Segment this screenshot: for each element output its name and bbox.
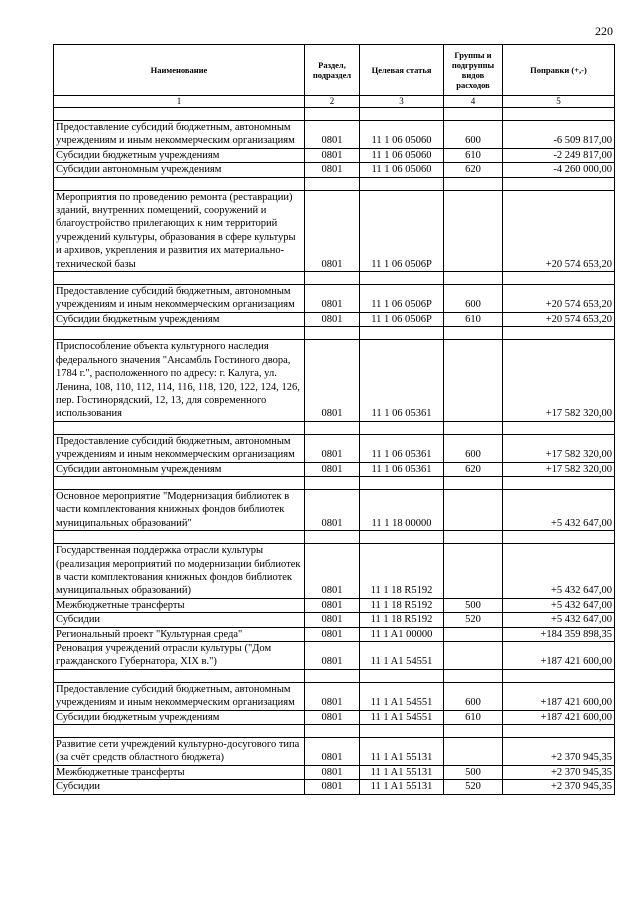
- header-group: Группы и подгруппы видов расходов: [444, 45, 503, 96]
- row-name-cell: Субсидии автономным учреждениям: [54, 462, 305, 476]
- row-section-cell: 0801: [305, 710, 360, 724]
- spacer-cell: [503, 327, 615, 340]
- row-section-cell: 0801: [305, 462, 360, 476]
- row-article-cell: 11 1 A1 00000: [360, 627, 444, 641]
- table-row: [54, 544, 615, 599]
- spacer-cell: [54, 669, 305, 682]
- table-row: [54, 710, 615, 724]
- table-row: [54, 489, 615, 530]
- spacer-row: [54, 476, 615, 489]
- row-name-cell: Приспособление объекта культурного наследия федерального значения "Ансамбль Гостиного двора, 1784 г.", расположенного по адресу: г. Калуга, ул. Ленина, 108, 110, 112, 114, 116, 118, 120, 122, 124, 126, пер. Гостинорядский, 12, 13, для современного использования: [54, 340, 305, 421]
- row-section-cell: 0801: [305, 434, 360, 462]
- spacer-row: [54, 421, 615, 434]
- spacer-cell: [503, 725, 615, 738]
- column-number-row: [54, 96, 615, 108]
- table-row: [54, 627, 615, 641]
- row-group-cell: [444, 738, 503, 766]
- spacer-cell: [503, 669, 615, 682]
- row-article-cell: 11 1 06 05361: [360, 434, 444, 462]
- header-amount: Поправки (+,-): [503, 45, 615, 96]
- row-section-cell: 0801: [305, 613, 360, 627]
- spacer-cell: [54, 327, 305, 340]
- column-number: 1: [54, 96, 305, 108]
- row-section-cell: 0801: [305, 642, 360, 670]
- table-row: [54, 312, 615, 326]
- row-name-cell: Межбюджетные трансферты: [54, 765, 305, 779]
- table-row: [54, 682, 615, 710]
- row-amount-cell: +184 359 898,35: [503, 627, 615, 641]
- spacer-row: [54, 177, 615, 190]
- row-article-cell: 11 1 A1 54551: [360, 682, 444, 710]
- row-section-cell: 0801: [305, 544, 360, 599]
- row-amount-cell: +5 432 647,00: [503, 544, 615, 599]
- row-article-cell: 11 1 18 00000: [360, 489, 444, 530]
- column-number: 3: [360, 96, 444, 108]
- row-group-cell: 520: [444, 613, 503, 627]
- row-name-cell: Субсидии автономным учреждениям: [54, 163, 305, 177]
- spacer-cell: [503, 421, 615, 434]
- row-section-cell: 0801: [305, 148, 360, 162]
- row-name-cell: Субсидии: [54, 613, 305, 627]
- spacer-cell: [305, 272, 360, 285]
- row-amount-cell: +5 432 647,00: [503, 598, 615, 612]
- spacer-cell: [444, 327, 503, 340]
- budget-amendments-table: [53, 44, 615, 795]
- spacer-cell: [54, 725, 305, 738]
- table-row: [54, 642, 615, 670]
- row-article-cell: 11 1 18 R5192: [360, 613, 444, 627]
- row-name-cell: Мероприятия по проведению ремонта (реставрации) зданий, внутренних помещений, сооружений и благоустройство прилегающих к ним территорий учреждений культуры, образования в сфере культуры и архивов, укрепления и развития их материально-технической базы: [54, 190, 305, 271]
- spacer-row: [54, 108, 615, 121]
- spacer-row: [54, 669, 615, 682]
- row-article-cell: 11 1 06 05060: [360, 148, 444, 162]
- spacer-cell: [444, 725, 503, 738]
- header-section: Раздел, подраздел: [305, 45, 360, 96]
- spacer-cell: [54, 531, 305, 544]
- row-name-cell: Межбюджетные трансферты: [54, 598, 305, 612]
- row-article-cell: 11 1 06 05060: [360, 121, 444, 149]
- row-amount-cell: +20 574 653,20: [503, 285, 615, 313]
- row-amount-cell: +5 432 647,00: [503, 613, 615, 627]
- table-row: [54, 738, 615, 766]
- spacer-cell: [444, 531, 503, 544]
- row-name-cell: Развитие сети учреждений культурно-досугового типа (за счёт средств областного бюджета): [54, 738, 305, 766]
- spacer-cell: [54, 272, 305, 285]
- table-row: [54, 340, 615, 421]
- table-row: [54, 765, 615, 779]
- table-header-row: [54, 45, 615, 96]
- row-section-cell: 0801: [305, 121, 360, 149]
- row-name-cell: Субсидии бюджетным учреждениям: [54, 312, 305, 326]
- table-row: [54, 462, 615, 476]
- spacer-cell: [305, 725, 360, 738]
- spacer-cell: [305, 421, 360, 434]
- row-name-cell: Предоставление субсидий бюджетным, автономным учреждениям и иным некоммерческим организациям: [54, 285, 305, 313]
- row-group-cell: 600: [444, 434, 503, 462]
- spacer-cell: [305, 177, 360, 190]
- row-section-cell: 0801: [305, 765, 360, 779]
- row-section-cell: 0801: [305, 285, 360, 313]
- row-section-cell: 0801: [305, 489, 360, 530]
- spacer-cell: [444, 476, 503, 489]
- table-row: [54, 121, 615, 149]
- spacer-cell: [360, 669, 444, 682]
- spacer-cell: [305, 476, 360, 489]
- spacer-cell: [503, 177, 615, 190]
- spacer-cell: [305, 531, 360, 544]
- table-row: [54, 148, 615, 162]
- row-section-cell: 0801: [305, 738, 360, 766]
- spacer-cell: [54, 177, 305, 190]
- row-article-cell: 11 1 A1 54551: [360, 642, 444, 670]
- row-name-cell: Субсидии: [54, 780, 305, 794]
- row-amount-cell: +2 370 945,35: [503, 738, 615, 766]
- row-section-cell: 0801: [305, 627, 360, 641]
- row-group-cell: 610: [444, 710, 503, 724]
- spacer-cell: [360, 108, 444, 121]
- spacer-cell: [503, 272, 615, 285]
- row-amount-cell: -6 509 817,00: [503, 121, 615, 149]
- spacer-cell: [360, 177, 444, 190]
- row-amount-cell: +2 370 945,35: [503, 780, 615, 794]
- column-number: 2: [305, 96, 360, 108]
- table-row: [54, 780, 615, 794]
- row-group-cell: 500: [444, 765, 503, 779]
- spacer-cell: [360, 476, 444, 489]
- table-row: [54, 163, 615, 177]
- row-name-cell: Предоставление субсидий бюджетным, автономным учреждениям и иным некоммерческим организациям: [54, 434, 305, 462]
- spacer-row: [54, 272, 615, 285]
- header-article: Целевая статья: [360, 45, 444, 96]
- row-name-cell: Предоставление субсидий бюджетным, автономным учреждениям и иным некоммерческим организациям: [54, 121, 305, 149]
- row-name-cell: Субсидии бюджетным учреждениям: [54, 710, 305, 724]
- row-name-cell: Реновация учреждений отрасли культуры ("Дом гражданского Губернатора, XIX в."): [54, 642, 305, 670]
- row-section-cell: 0801: [305, 682, 360, 710]
- table-row: [54, 285, 615, 313]
- spacer-cell: [305, 669, 360, 682]
- spacer-cell: [54, 421, 305, 434]
- row-amount-cell: +187 421 600,00: [503, 642, 615, 670]
- row-amount-cell: +20 574 653,20: [503, 190, 615, 271]
- row-group-cell: 620: [444, 462, 503, 476]
- row-group-cell: [444, 642, 503, 670]
- row-article-cell: 11 1 06 05361: [360, 462, 444, 476]
- row-group-cell: 610: [444, 312, 503, 326]
- row-name-cell: Государственная поддержка отрасли культуры (реализация мероприятий по модернизации библиотек в части комплектования книжных фондов библиотек муниципальных образований): [54, 544, 305, 599]
- row-group-cell: 600: [444, 121, 503, 149]
- row-name-cell: Субсидии бюджетным учреждениям: [54, 148, 305, 162]
- column-number: 4: [444, 96, 503, 108]
- row-group-cell: [444, 489, 503, 530]
- row-amount-cell: +17 582 320,00: [503, 340, 615, 421]
- spacer-cell: [360, 725, 444, 738]
- row-group-cell: 520: [444, 780, 503, 794]
- spacer-cell: [444, 108, 503, 121]
- row-article-cell: 11 1 06 05060: [360, 163, 444, 177]
- row-group-cell: 620: [444, 163, 503, 177]
- row-section-cell: 0801: [305, 340, 360, 421]
- table-row: [54, 434, 615, 462]
- row-article-cell: 11 1 A1 55131: [360, 780, 444, 794]
- header-name: Наименование: [54, 45, 305, 96]
- spacer-cell: [444, 177, 503, 190]
- spacer-row: [54, 725, 615, 738]
- row-article-cell: 11 1 06 05361: [360, 340, 444, 421]
- row-amount-cell: +187 421 600,00: [503, 710, 615, 724]
- spacer-cell: [360, 272, 444, 285]
- spacer-cell: [54, 476, 305, 489]
- row-group-cell: 600: [444, 682, 503, 710]
- spacer-cell: [360, 327, 444, 340]
- row-group-cell: 610: [444, 148, 503, 162]
- spacer-cell: [503, 108, 615, 121]
- row-article-cell: 11 1 A1 55131: [360, 765, 444, 779]
- row-article-cell: 11 1 A1 54551: [360, 710, 444, 724]
- spacer-cell: [503, 476, 615, 489]
- row-group-cell: [444, 627, 503, 641]
- row-name-cell: Основное мероприятие "Модернизация библиотек в части комплектования книжных фондов библиотек муниципальных образований": [54, 489, 305, 530]
- row-name-cell: Региональный проект "Культурная среда": [54, 627, 305, 641]
- row-amount-cell: +187 421 600,00: [503, 682, 615, 710]
- row-section-cell: 0801: [305, 163, 360, 177]
- row-amount-cell: -4 260 000,00: [503, 163, 615, 177]
- spacer-cell: [444, 272, 503, 285]
- row-group-cell: 600: [444, 285, 503, 313]
- spacer-cell: [54, 108, 305, 121]
- spacer-cell: [503, 531, 615, 544]
- row-amount-cell: +17 582 320,00: [503, 462, 615, 476]
- spacer-cell: [305, 327, 360, 340]
- spacer-row: [54, 531, 615, 544]
- row-group-cell: 500: [444, 598, 503, 612]
- row-article-cell: 11 1 A1 55131: [360, 738, 444, 766]
- table-row: [54, 613, 615, 627]
- spacer-cell: [360, 531, 444, 544]
- row-amount-cell: +20 574 653,20: [503, 312, 615, 326]
- spacer-cell: [444, 669, 503, 682]
- row-name-cell: Предоставление субсидий бюджетным, автономным учреждениям и иным некоммерческим организациям: [54, 682, 305, 710]
- row-group-cell: [444, 340, 503, 421]
- table-body: [54, 108, 615, 795]
- spacer-row: [54, 327, 615, 340]
- row-article-cell: 11 1 06 0506Р: [360, 312, 444, 326]
- row-amount-cell: +5 432 647,00: [503, 489, 615, 530]
- row-section-cell: 0801: [305, 598, 360, 612]
- row-section-cell: 0801: [305, 190, 360, 271]
- row-section-cell: 0801: [305, 312, 360, 326]
- row-section-cell: 0801: [305, 780, 360, 794]
- row-amount-cell: -2 249 817,00: [503, 148, 615, 162]
- row-article-cell: 11 1 18 R5192: [360, 544, 444, 599]
- row-article-cell: 11 1 18 R5192: [360, 598, 444, 612]
- column-number: 5: [503, 96, 615, 108]
- row-amount-cell: +2 370 945,35: [503, 765, 615, 779]
- spacer-cell: [305, 108, 360, 121]
- row-group-cell: [444, 190, 503, 271]
- row-amount-cell: +17 582 320,00: [503, 434, 615, 462]
- spacer-cell: [360, 421, 444, 434]
- spacer-cell: [444, 421, 503, 434]
- row-group-cell: [444, 544, 503, 599]
- table-row: [54, 190, 615, 271]
- row-article-cell: 11 1 06 0506Р: [360, 190, 444, 271]
- page-number: 220: [595, 24, 613, 38]
- table-row: [54, 598, 615, 612]
- row-article-cell: 11 1 06 0506Р: [360, 285, 444, 313]
